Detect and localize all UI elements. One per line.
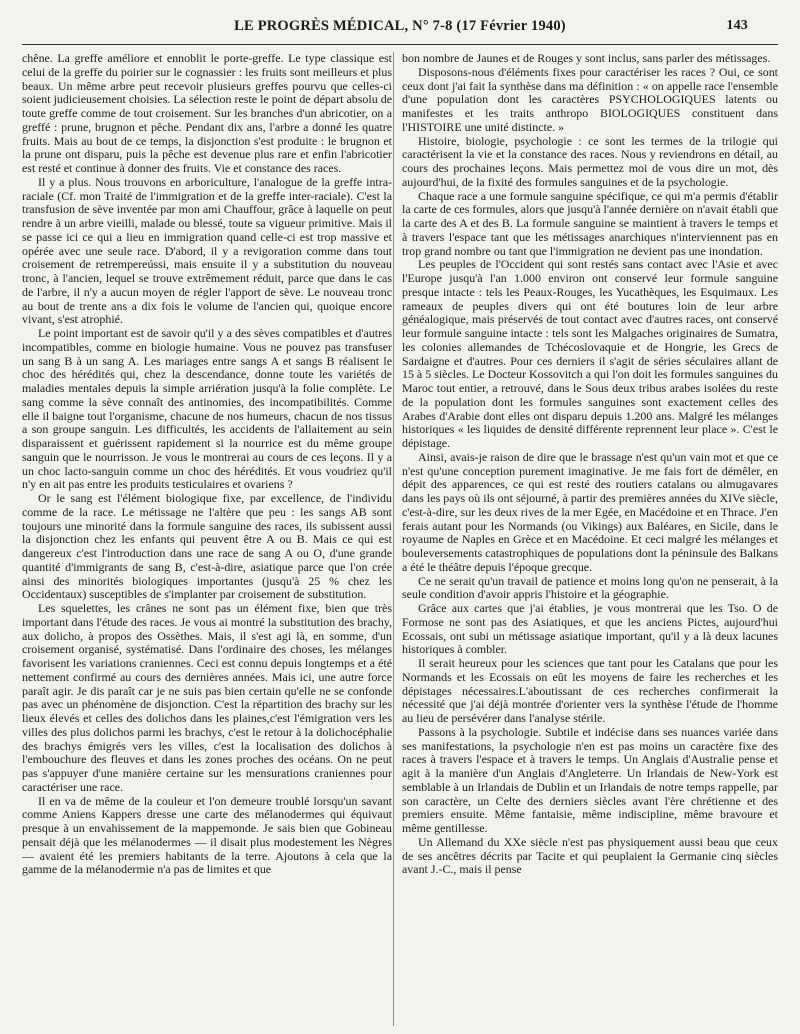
paragraph: Ainsi, avais-je raison de dire que le brassage n'est qu'un vain mot et que ce n'est qu'une conception purement imaginative. Je me fais fort de démêler, en dépit des apparences, ce qui est resté des routiers catalans ou almugavares dans les pays où ils ont séjourné, à partir des premières années du XIVe siècle, c'est-à-dire, sur les deux rives de la mer Egée, en Macédoine et en Thrace. J'en ferais autant pour les Normands (ou Vikings) aux Baléares, en Sicile, dans le royaume de Naples en Grèce et en Macédoine. Et ceci malgré les mélanges et bouleversements catastrophiques de populations dont la péninsule des Balkans a été le théâtre depuis l'époque grecque. [402, 449, 778, 574]
paragraph: Il en va de même de la couleur et l'on demeure troublé lorsqu'un savant comme Aniens Kappers dresse une carte des mélanodermes qui équivaut presque à un envahissement de la mappemonde. Je sais bien que Gobineau pensait déjà que les mélanodermes — il disait plus modestement les Nègres — avaient été les premiers habitants de la terre. Ajoutons à cela que la gamme de la mélanodermie n'a pas de limites et que [22, 793, 392, 877]
paragraph: Passons à la psychologie. Subtile et indécise dans ses nuances variée dans ses manifestations, la psychologie n'en est pas moins un caractère fixe des races à travers l'espace et à travers le temps. Un Anglais d'Australie pense et agit à la manière d'un Anglais d'Angleterre. Un Irlandais de New-York est semblable à un Irlandais de Dublin et un Irlandais de notre temps rappelle, par son caractère, un Celte des derniers siècles avant l'ère chrétienne et des premiers ensuite. Même fantaisie, même indiscipline, même bravoure et même gentillesse. [402, 724, 778, 835]
paragraph: Le point important est de savoir qu'il y a des sèves compatibles et d'autres incompatibles, comme en biologie humaine. Vous ne pouvez pas transfuser un sang B à un sang A. Les mariages entre sangs A et sangs B réalisent le choc des hérédités qui, chez la descendance, donne toute les variétés de maladies mentales depuis la simple arriération jusqu'à la folie complète. Le sang comme la sève connaît des antinomies, des incompatibilités. Comme elle il baigne tout l'organisme, chacune de nos humeurs, chacun de nos tissus a son groupe sanguin. Les difficultés, les accidents de l'allaitement au sein disparaissent et guérissent rapidement si la nourrice est du même groupe sanguin que le nourrisson. Je vous le montrerai au cours de ces leçons. Il y a un choc lacto-sanguin comme un choc des hérédités. Et vous voudriez qu'il n'y en ait pas entre les produits testiculaires et ovariens ? [22, 326, 392, 492]
paragraph: chêne. La greffe améliore et ennoblit le porte-greffe. Le type classique est celui de la greffe du poirier sur le cognassier : les fruits sont meilleurs et plus beaux. Un même arbre peut recevoir plusieurs greffes pourvu que celles-ci soient judicieusement choisies. La sélection reste le point de départ absolu de toute greffe comme de tout croisement. Sur les branches d'un abricotier, on a greffé : prune, brugnon et pêche. Pendant dix ans, l'arbre a donné les quatre fruits. Mais au bout de ce temps, la disjonction s'est produite : le brugnon et la prune ont disparu, puis la pêche est devenue plus rare et enfin l'abricotier est resté et continue à donner des fruits. Vie et constance des races. [22, 52, 392, 175]
paragraph: Or le sang est l'élément biologique fixe, par excellence, de l'individu comme de la race. Le métissage ne l'altère que peu : les sangs AB sont toujours une minorité dans la formule sanguine des races, ils subissent aussi la disjonction chez les enfants qui peuvent être A ou B. Mais ce qui est dangereux c'est l'introduction dans une race de sang A ou O, d'une grande quantité d'immigrants de sang B, c'est-à-dire, asiatique parce que l'on crée ainsi des minorités biologiques importantes (jusqu'à 25 % chez les Occidentaux) susceptibles de s'implanter par croisement de substitution. [22, 491, 392, 602]
paragraph: Grâce aux cartes que j'ai établies, je vous montrerai que les Tso. O de Formose ne sont pas des Asiatiques, et que les anciens Pictes, aujourd'hui Ecossais, ont subi un métissage asiatique important, qu'il y a là deux lacunes historiques à combler. [402, 601, 778, 657]
right-column [402, 52, 778, 1026]
paragraph: Il serait heureux pour les sciences que tant pour les Catalans que pour les Normands et les Ecossais on eût les moyens de faire les recherches et les dépistages nécessaires.L'aboutissant de ces recherches confirmerait la nécessité que j'ai déjà montrée d'orienter vers la synthèse l'étude de l'homme au lieu de persévérer dans l'analyse stérile. [402, 656, 778, 725]
paragraph: Les peuples de l'Occident qui sont restés sans contact avec l'Asie et avec l'Europe jusqu'à l'an 1.000 environ ont conservé leur formule sanguine presque intacte : tels les Peaux-Rouges, les Yucathèques, les Esquimaux. Les rameaux de peuples divers qui ont été boutures loin de leur arbre généalogique, mais préservés de tout contact avec d'autres races, ont conservé leur formule sanguine intacte : tels sont les Malgaches originaires de Sumatra, les colonies allemandes de Tchécoslovaquie et de Hongrie, les Grecs de Sardaigne et d'autres. Pour ces derniers il s'agit de séries séculaires allant de 15 à 5 siècles. Le Docteur Kossovitch a qui l'on doit les formules sanguines du Maroc tout entier, a retrouvé, dans le Sous deux tribus arabes isolées du reste de la population dont les formules sanguines sont exactement celles des Arabes d'Arabie dont elles ont disparu depuis 1.200 ans. Malgré les mélanges historiques « les liquides de densité différente reprennent leur place ». C'est le dépistage. [402, 257, 778, 450]
paragraph: Disposons-nous d'éléments fixes pour caractériser les races ? Oui, ce sont ceux dont j'ai fait la synthèse dans ma définition : « on appelle race l'ensemble d'une population dont les caractères PSYCHOLOGIQUES latents ou manifestes et les traits anthropo BIOLOGIQUES constituent dans l'HISTOIRE une unité distincte. » [402, 64, 778, 134]
paragraph: bon nombre de Jaunes et de Rouges y sont inclus, sans parler des métissages. [402, 52, 771, 65]
running-header [22, 18, 778, 40]
paragraph: Un Allemand du XXe siècle n'est pas physiquement aussi beau que ceux de ses ancêtres décrits par Tacite et qui peuplaient la Germanie cinq siècles avant J.-C., mais il pense [402, 834, 778, 877]
paragraph: Chaque race a une formule sanguine spécifique, ce qui m'a permis d'établir la carte de ces formules, alors que jusqu'à l'année dernière on n'avait établi que la carte des A et des B. La formule sanguine se maintient à travers le temps et à travers l'espace tant que les métissages anarchiques n'interviennent pas en trop grand nombre ou tant que l'immigration ne devient pas une inondation. [402, 188, 778, 258]
paragraph: Histoire, biologie, psychologie : ce sont les termes de la trilogie qui caractérisent la vie et la constance des races. Nous y reviendrons en détail, au cours des prochaines leçons. Mais permettez moi de vous dire un mot, dès aujourd'hui, de la fixité des formules sanguines et de la psychologie. [402, 133, 778, 189]
paragraph: Les squelettes, les crânes ne sont pas un élément fixe, bien que très important dans l'étude des races. Je vous ai montré la substitution des brachy, aux dolicho, à propos des Ossèthes. Mais, il s'est agi là, en somme, d'un croisement organisé, systématisé. Dans l'ordinaire des choses, les mélanges favorisent les variations craniennes. Ceci est connu depuis longtemps et a été nettement confirmé au cours des dernières années. Mais ici, une autre force paraît agir. Je dis paraît car je ne suis pas bien certain qu'elle ne se confonde pas avec un phénomène de disjonction. C'est la répartition des brachy sur les lieux élevés et celles des dolichos dans les plaines,c'est l'émigration vers les villes des plus dolichos parmi les brachys, c'est le retour à la dolichocéphalie des brachys émigrés vers les villes, c'est la localisation des dolichos à l'embouchure des fleuves et dans les zones proches des océans. On ne peut pas s'appuyer d'une manière certaine sur les mensurations craniennes pour caractériser une race. [22, 601, 392, 794]
header-rule [22, 44, 778, 45]
paragraph: Ce ne serait qu'un travail de patience et moins long qu'on ne penserait, à la seule condition d'avoir appris l'histoire et la géographie. [402, 573, 778, 602]
paragraph: Il y a plus. Nous trouvons en arboriculture, l'analogue de la greffe intra-raciale (Cf. mon Traité de l'immigration et de la greffe inter-raciale). C'est la transfusion de sève inventée par mon ami Chauffour, grâce à laquelle on peut rendre à un arbre vieilli, malade ou blessé, toute sa vigueur primitive. Mais il se passe ici ce qui a lieu en immigration quand celle-ci est trop massive et opérée avec une seule race. D'abord, il y a revigoration comme dans tout croisement de retrempereússi, mais ensuite il y a substitution du nouveau tronc, à l'ancien, lequel se trouve extrêmement réduit, parce que dans le cas de l'arbre, il n'y a aucun moyen de régler l'apport de sève. Le nouveau tronc au bout de trente ans a dix fois le volume de l'ancien qui, quoique encore vivant, s'est atrophié. [22, 174, 392, 327]
left-column [22, 52, 392, 1026]
running-title: LE PROGRÈS MÉDICAL, N° 7-8 (17 Février 1940) [234, 18, 566, 34]
column-divider [393, 52, 394, 1026]
page-number: 143 [726, 18, 748, 33]
